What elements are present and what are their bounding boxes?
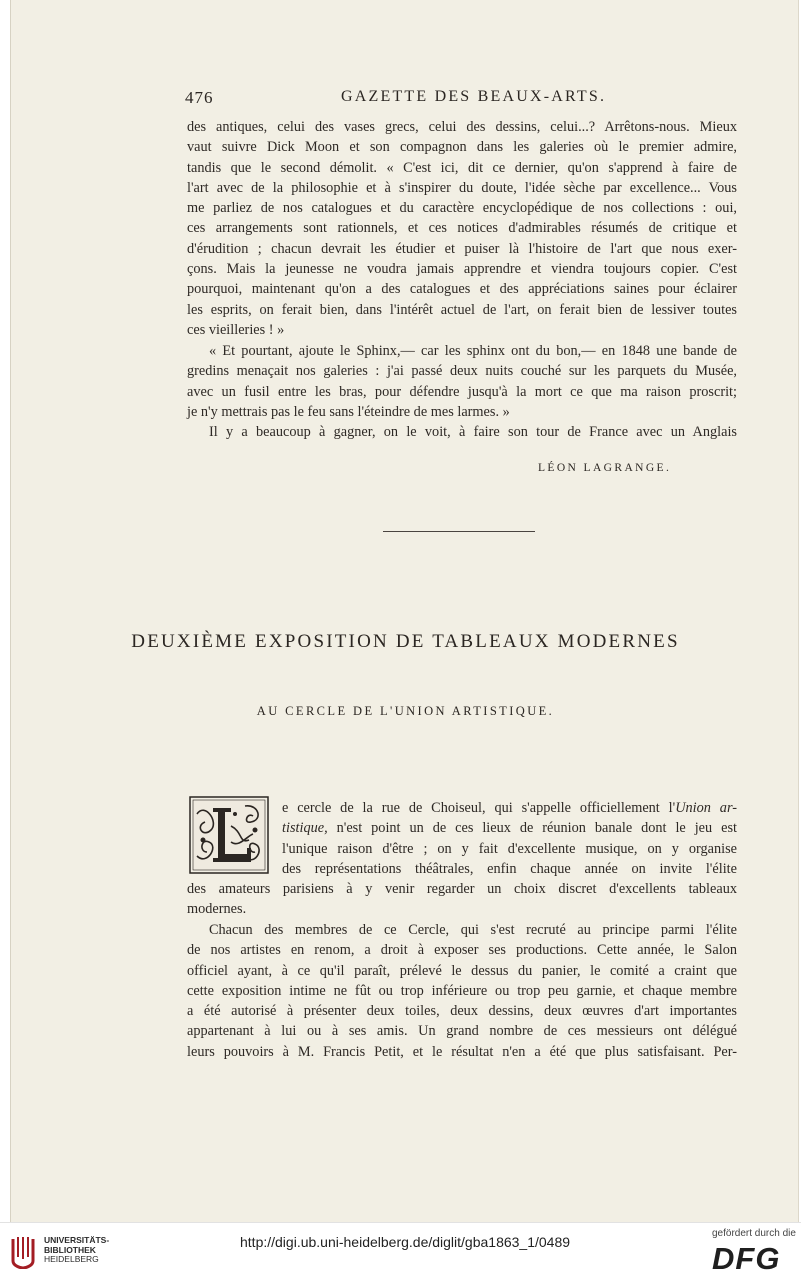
text-line: me parliez de nos catalogues et du caractère encyclopédique de nos collections : oui, bbox=[187, 200, 737, 217]
text-line: ces vieilleries ! » bbox=[187, 321, 285, 338]
running-head bbox=[185, 88, 739, 108]
text-line: d'érudition ; chacun devrait les étudier et puiser là l'histoire de l'art que nous exer- bbox=[187, 240, 737, 257]
author-signature: LÉON LAGRANGE. bbox=[538, 462, 672, 474]
text-line: je n'y mettrais pas le feu sans l'éteindre de mes larmes. » bbox=[187, 403, 510, 420]
text-line: officiel ayant, à ce qu'il paraît, prélevé le dessus du panier, le comité a craint que bbox=[187, 962, 737, 979]
text-line: des représentations théâtrales, enfin chaque année on invite l'élite bbox=[282, 860, 737, 877]
text-line: des amateurs parisiens à y venir regarder un choix discret d'excellents tableaux bbox=[187, 881, 737, 898]
journal-title: GAZETTE DES BEAUX-ARTS. bbox=[341, 88, 607, 105]
scanned-page bbox=[10, 0, 799, 1222]
permalink[interactable] bbox=[240, 1234, 570, 1250]
text-line: pourquoi, maintenant qu'on a des catalogues et des appréciations saines pour éclairer bbox=[187, 281, 737, 298]
text-line: des antiques, celui des vases grecs, celui des dessins, celui...? Arrêtons-nous. Mieux bbox=[187, 119, 737, 135]
university-library-logo-icon bbox=[10, 1235, 36, 1269]
article-subtitle: AU CERCLE DE L'UNION ARTISTIQUE. bbox=[256, 704, 555, 718]
funding-caption: gefördert durch die bbox=[712, 1228, 796, 1239]
dfg-logo: DFG bbox=[712, 1241, 781, 1276]
text-line bbox=[282, 818, 737, 838]
section-divider bbox=[383, 531, 535, 532]
library-name-line: HEIDELBERG bbox=[44, 1254, 99, 1264]
text-line: les esprits, on ferait bien, dans l'intérêt actuel de l'art, on ferait bien de lessiver toutes bbox=[187, 301, 737, 318]
previous-article-paragraph-2 bbox=[187, 341, 737, 422]
previous-article-paragraph-3 bbox=[187, 422, 737, 442]
text-line: leurs pouvoirs à M. Francis Petit, et le résultat n'en a été que plus satisfaisant. Per- bbox=[187, 1043, 737, 1060]
library-name-line: UNIVERSITÄTS- bbox=[44, 1235, 110, 1245]
text-line: a été autorisé à présenter deux toiles, deux dessins, deux œuvres d'art importantes bbox=[187, 1003, 737, 1020]
text-line: de nos artistes en renom, a droit à exposer ses productions. Cette année, le Salon bbox=[187, 942, 737, 959]
article-paragraph-2 bbox=[187, 920, 737, 1062]
text-line: l'unique raison d'être ; on y fait d'excellente musique, on y organise bbox=[282, 840, 737, 857]
text-line: çons. Mais la jeunesse ne voudra jamais apprendre et viendra toujours copier. C'est bbox=[187, 261, 737, 278]
text-line: ces arrangements sont rationnels, et ces notices d'admirables résumés de critique et bbox=[187, 220, 737, 237]
italic-run: Union ar- bbox=[675, 800, 737, 816]
text-line: l'art avec de la philosophie et à s'inspirer du doute, l'idée sèche par excellence... Vous bbox=[187, 179, 737, 196]
text-line: gredins menaçait nos galeries : j'ai passé deux nuits couché sur les parquets du Musée, bbox=[187, 363, 737, 380]
viewer-footer bbox=[0, 1222, 801, 1278]
text-line bbox=[282, 798, 737, 818]
dropcap-letter: L bbox=[189, 796, 190, 797]
text-line: avec un fusil entre les bras, pour défendre jusqu'à la mort ce que ma raison proscrit; bbox=[187, 383, 737, 400]
text-line: Chacun des membres de ce Cercle, qui s'est recruté au principe parmi l'élite bbox=[209, 922, 737, 938]
text-run: e cercle de la rue de Choiseul, qui s'appelle officiellement l' bbox=[282, 800, 676, 816]
permalink-link[interactable]: http://digi.ub.uni-heidelberg.de/diglit/gba1863_1/0489 bbox=[240, 1234, 571, 1250]
text-line: Il y a beaucoup à gagner, on le voit, à faire son tour de France avec un Anglais bbox=[209, 424, 737, 440]
page-number: 476 bbox=[185, 88, 214, 107]
article-title: DEUXIÈME EXPOSITION DE TABLEAUX MODERNES bbox=[131, 631, 680, 652]
text-line: cette exposition intime ne fût ou trop inférieure ou trop peu garnie, et chaque membre bbox=[187, 982, 737, 999]
text-line: vaut suivre Dick Moon et son compagnon dans les galeries où le premier admire, bbox=[187, 139, 737, 156]
text-line: « Et pourtant, ajoute le Sphinx,— car les sphinx ont du bon,— en 1848 une bande de bbox=[209, 343, 737, 359]
text-run: n'est point un de ces lieux de réunion banale dont le jeu est bbox=[327, 820, 737, 837]
previous-article-paragraph-1 bbox=[187, 117, 737, 340]
article-paragraph-1 bbox=[187, 798, 737, 920]
text-line: modernes. bbox=[187, 901, 247, 918]
text-line: tandis que le second démolit. « C'est ici, dit ce dernier, qu'on s'apprend à faire de bbox=[187, 159, 737, 176]
university-library-name bbox=[44, 1236, 109, 1265]
text-line: appartenant à lui ou à ses amis. Un grand nombre de ces messieurs ont délégué bbox=[187, 1023, 737, 1040]
library-name-line: BIBLIOTHEK bbox=[44, 1244, 96, 1255]
italic-run: tistique, bbox=[282, 820, 328, 837]
